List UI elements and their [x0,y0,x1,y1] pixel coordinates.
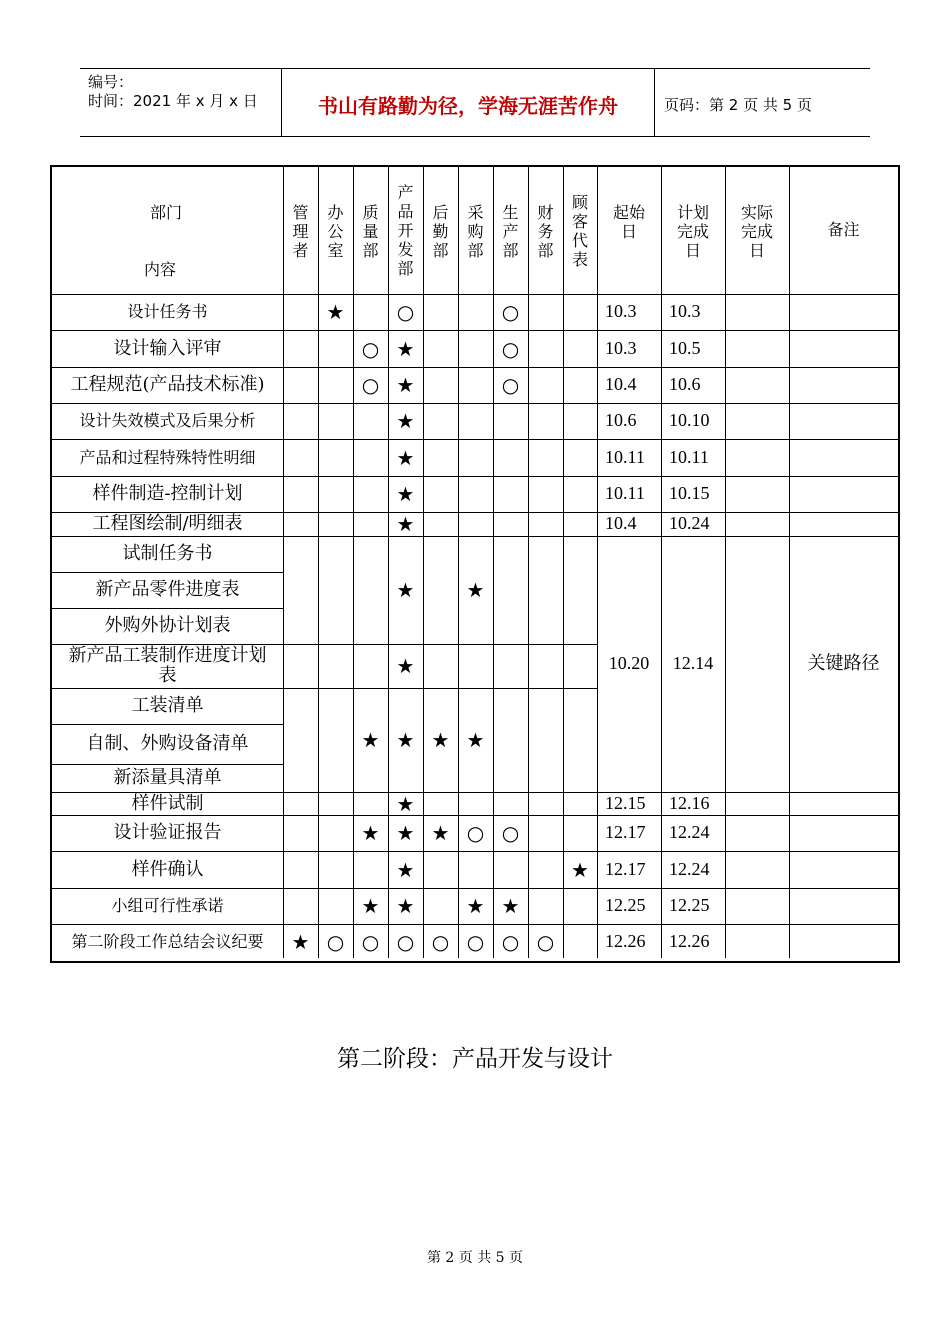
motto: 书山有路勤为径，学海无涯苦作舟 [318,94,618,118]
group-start-date: 10.20 [608,653,650,674]
dept-header-5: 采购部 [467,203,484,260]
plan-date: 10.5 [669,337,701,358]
mark-cell: ○ [466,930,485,954]
group-remark: 关键路径 [807,653,880,675]
mark-cell: ★ [396,482,415,506]
start-date: 10.6 [605,410,637,431]
start-date: 10.4 [605,513,637,534]
column-rule [725,167,726,958]
row-rule [52,724,283,725]
schedule-table [50,165,900,963]
column-rule [388,167,389,958]
group-item: 新添量具清单 [113,767,222,789]
mark-cell: ★ [396,894,415,918]
date-header-1: 计划完成日 [676,203,709,260]
dept-header-4: 后勤部 [432,203,449,260]
mark-cell: ○ [326,930,345,954]
row-content-rows.1: 设计输入评审 [113,337,222,359]
mark-cell: ★ [361,894,380,918]
row-content-rows.2: 工程规范(产品技术标准) [70,374,265,396]
mark-cell: ○ [396,300,415,324]
mark-cell: ★ [501,894,520,918]
column-rule [563,167,564,958]
mark-cell: ★ [396,821,415,845]
mark-cell: ○ [501,373,520,397]
mark-cell: ○ [396,930,415,954]
mark-cell: ○ [501,821,520,845]
column-rule [597,167,598,958]
mark-cell: ○ [361,930,380,954]
column-rule [458,167,459,958]
row-rule [52,764,283,765]
start-date: 10.11 [605,446,645,467]
row-content-rows.4: 产品和过程特殊特性明细 [79,447,256,467]
header-divider [654,68,655,136]
start-date: 10.4 [605,374,637,395]
mark-cell: ○ [501,300,520,324]
row-rule [52,644,283,645]
row-rule [52,403,898,404]
time-label: 时间：2021 年 x 月 x 日 [88,92,258,110]
mark-cell: ○ [501,336,520,361]
plan-date: 12.26 [669,931,710,952]
row-rule [283,644,597,645]
mark-cell: ★ [571,857,589,882]
mark-cell: ★ [396,578,415,602]
mark-cell: ★ [396,445,415,470]
mark-cell: ★ [466,728,485,752]
mark-cell: ★ [396,409,415,433]
start-date: 10.3 [605,337,637,358]
group-item: 自制、外购设备清单 [86,733,249,755]
column-rule [283,167,284,958]
mark-cell: ○ [431,930,450,954]
start-date: 12.26 [605,931,646,952]
plan-date: 10.11 [669,446,709,467]
row-rule [52,572,283,573]
plan-date: 12.16 [669,792,710,813]
plan-date: 10.3 [669,301,701,322]
corner-dept-label: 部门 [150,203,183,223]
row-content-rows_after.2: 样件确认 [131,858,204,880]
dept-header-6: 生产部 [502,203,519,260]
mark-cell: ★ [396,654,415,678]
row-content-rows_after.4: 第二阶段工作总结会议纪要 [71,932,264,952]
header-bottom-rule [80,136,870,137]
column-rule [318,167,319,958]
mark-cell: ○ [361,373,380,397]
start-date: 12.17 [605,822,646,843]
plan-date: 10.6 [669,374,701,395]
row-rule [52,512,898,513]
date-header-2: 实际完成日 [740,203,773,260]
row-rule [52,367,898,368]
stage-title: 第二阶段：产品开发与设计 [337,1046,613,1072]
header-top-rule [80,68,870,69]
mark-cell: ★ [396,791,415,816]
plan-date: 10.15 [669,483,710,504]
dept-header-0: 管理者 [292,203,309,260]
row-rule [52,439,898,440]
start-date: 12.15 [605,792,646,813]
plan-date: 10.24 [669,513,710,534]
row-content-rows.0: 设计任务书 [127,302,208,322]
row-rule [52,330,898,331]
start-date: 12.25 [605,895,646,916]
start-date: 10.11 [605,483,645,504]
row-content-rows_after.0: 样件试制 [131,792,204,814]
start-date: 10.3 [605,301,637,322]
group-plan-date: 12.14 [672,653,714,674]
group-item: 新产品零件进度表 [95,579,240,601]
serial-label: 编号： [88,73,134,91]
start-date: 12.17 [605,858,646,879]
row-content-rows.5: 样件制造-控制计划 [92,483,243,505]
mark-cell: ★ [431,728,450,752]
remark-header: 备注 [827,219,860,239]
row-rule [52,688,283,689]
mark-cell: ★ [466,894,485,918]
row-rule [52,294,898,295]
row-content-rows.3: 设计失效模式及后果分析 [79,411,256,431]
corner-content-label: 内容 [144,260,177,280]
plan-date: 12.24 [669,822,710,843]
row-content-rows_after.3: 小组可行性承诺 [111,896,224,916]
plan-date: 10.10 [669,410,710,431]
mark-cell: ○ [466,821,485,845]
row-rule [52,476,898,477]
column-rule [493,167,494,958]
page-footer: 第 2 页 共 5 页 [426,1250,524,1266]
column-rule [528,167,529,958]
mark-cell: ★ [361,728,380,752]
mark-cell: ★ [431,821,450,845]
mark-cell: ○ [361,336,380,361]
dept-header-8: 顾客代表 [571,193,588,269]
row-rule [283,688,597,689]
dept-header-1: 办公室 [327,203,344,260]
group-item: 工装清单 [131,695,204,717]
group-item: 新产品工装制作进度计划表 [68,645,267,686]
mark-cell: ○ [501,930,520,954]
mark-cell: ★ [466,578,485,602]
mark-cell: ★ [396,728,415,752]
column-rule [423,167,424,958]
dept-header-2: 质量部 [362,203,379,260]
row-content-rows.6: 工程图绘制/明细表 [92,513,243,535]
mark-cell: ○ [536,930,555,954]
dept-header-7: 财务部 [537,203,554,260]
mark-cell: ★ [326,300,345,324]
mark-cell: ★ [361,821,380,845]
column-rule [353,167,354,958]
column-rule [661,167,662,958]
page-label: 页码：第 2 页 共 5 页 [664,96,812,114]
dept-header-3: 产品开发部 [397,183,414,278]
mark-cell: ★ [396,512,415,536]
column-rule [789,167,790,958]
plan-date: 12.24 [669,858,710,879]
group-item: 试制任务书 [122,543,213,565]
mark-cell: ★ [291,930,310,954]
mark-cell: ★ [396,336,415,361]
date-header-0: 起始日 [612,203,645,241]
plan-date: 12.25 [669,895,710,916]
row-content-rows_after.1: 设计验证报告 [113,822,222,844]
mark-cell: ★ [396,373,415,397]
mark-cell: ★ [396,857,415,882]
row-rule [52,608,283,609]
group-item: 外购外协计划表 [104,615,231,637]
